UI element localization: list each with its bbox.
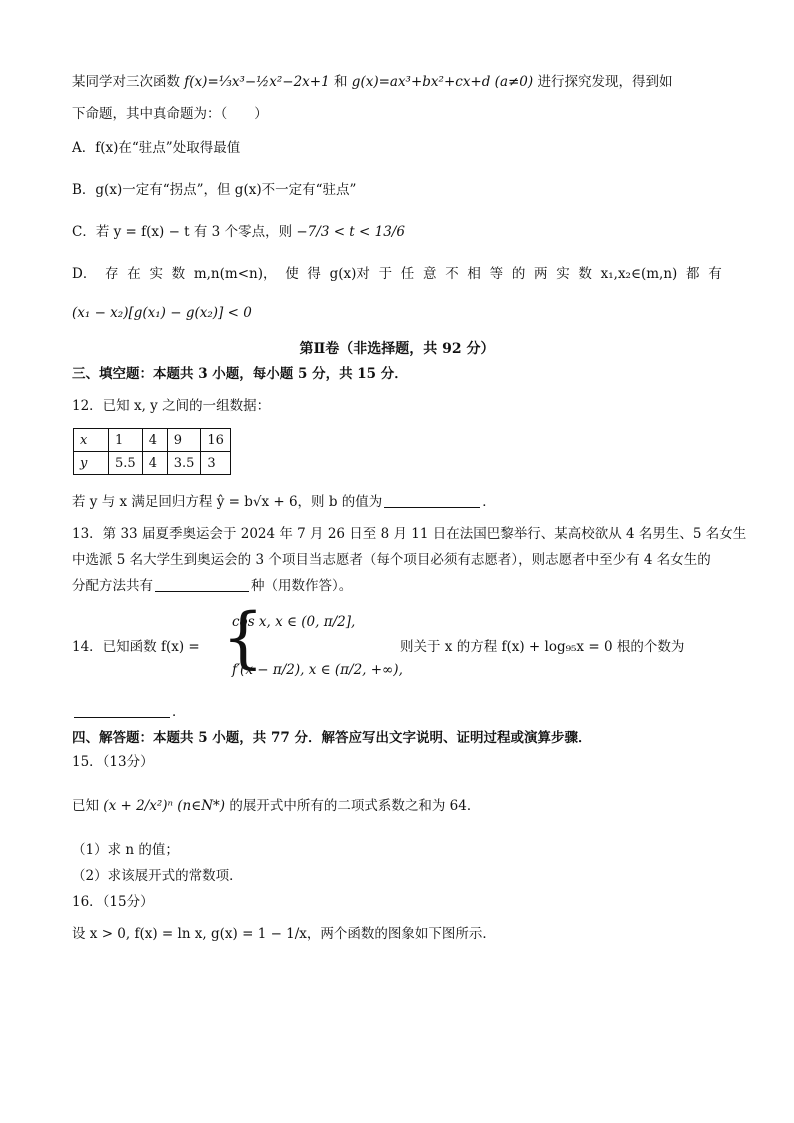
table-cell: 3 [201, 452, 231, 475]
q11-stem-line2: 下命题，其中真命题为：（ ） [72, 106, 268, 122]
q14-answer-line [72, 702, 186, 722]
q15-stem-pre: 已知 [72, 798, 99, 814]
q11-option-d-token: m,n(m<n)， [193, 266, 277, 282]
table-cell: 9 [167, 429, 201, 452]
q13-line3 [72, 576, 352, 596]
q11-option-d-token: 使 [285, 266, 299, 282]
q11-option-d-token: 存 [105, 266, 119, 282]
q11-option-d-token: 实 [149, 266, 163, 282]
section-2-title: 第Ⅱ卷（非选择题，共 92 分） [299, 341, 495, 357]
q11-option-d-token: g(x)对 [329, 266, 370, 282]
section-3-title: 三、填空题：本题共 3 小题，每小题 5 分，共 15 分． [72, 366, 408, 382]
q11-option-d-token: 任 [400, 266, 415, 282]
q14-post: 则关于 x 的方程 f(x) + log₉₅x = 0 根的个数为 [400, 639, 685, 655]
q11-stem-text-c: 进行探究发现，得到如 [537, 74, 673, 90]
q11-option-b: B．g(x)一定有“拐点”，但 g(x)不一定有“驻点” [72, 182, 357, 198]
q11-option-d-token: 实 [556, 266, 570, 282]
q11-option-d-line1 [72, 264, 722, 284]
table-cell: 5.5 [109, 452, 143, 475]
table-cell: 3.5 [167, 452, 201, 475]
q11-option-d-token: D． [72, 266, 97, 282]
q14-piece-1: cos x, x ∈ (0, π/2], [232, 614, 356, 630]
q11-option-d-token: 数 [578, 266, 592, 282]
table-cell: 16 [201, 429, 231, 452]
q11-option-a: A．f(x)在“驻点”处取得最值 [72, 140, 241, 156]
q12-answer-blank[interactable] [384, 493, 480, 508]
q15-expression: (x + 2/x²)ⁿ (n∈N*) [103, 798, 226, 814]
q13-answer-blank[interactable] [155, 577, 249, 592]
q11-option-c [72, 222, 405, 242]
table-cell: 4 [142, 429, 167, 452]
q15-part-2: （2）求该展开式的常数项． [72, 868, 243, 884]
q11-stem-text-a: 某同学对三次函数 [72, 74, 180, 90]
q15-stem [72, 796, 480, 816]
q11-option-d-token: 于 [378, 266, 393, 282]
q11-f-definition: f(x)=⅓x³−½x²−2x+1 [184, 74, 330, 90]
q16-stem: 设 x > 0, f(x) = ln x, g(x) = 1 − 1/x，两个函数的图象如下图所示． [72, 926, 496, 942]
q11-option-d-token: x₁,x₂∈(m,n) [600, 266, 678, 282]
q15-stem-post: 的展开式中所有的二项式系数之和为 64． [229, 798, 481, 814]
q11-option-d-line2 [72, 303, 252, 323]
section-4-title: 四、解答题：本题共 5 小题，共 77 分．解答应写出文字说明、证明过程或演算步骤． [72, 730, 592, 746]
q11-option-d-token: 在 [127, 266, 141, 282]
q11-option-d-token: 得 [307, 266, 321, 282]
table-cell: 4 [142, 452, 167, 475]
q11-stem-text-b: 和 [334, 74, 348, 90]
q11-option-d-token: 有 [708, 266, 722, 282]
q14-pre: 14．已知函数 f(x) = [72, 639, 200, 655]
q13-line3-end: 种（用数作答）。 [251, 578, 353, 594]
q12-question-end: ． [482, 494, 496, 510]
q12-data-table [73, 428, 231, 475]
q11-option-d-token: 相 [467, 266, 481, 282]
table-header-y: y [74, 452, 109, 475]
q11-option-d-token: 不 [445, 266, 459, 282]
q16-header: 16．（15分） [72, 894, 154, 910]
q11-option-d-token: 的 [511, 266, 526, 282]
q12-question-text: 若 y 与 x 满足回归方程 ŷ = b√x + 6，则 b 的值为 [72, 494, 383, 510]
q12-question [72, 492, 496, 512]
q14-piece-2: f′(x − π/2), x ∈ (π/2, +∞), [232, 662, 403, 678]
table-row-y [74, 452, 231, 475]
q14-end: ． [172, 704, 186, 720]
q11-option-d-token: 两 [534, 266, 548, 282]
q11-stem-line1 [72, 72, 672, 92]
q11-option-d-inequality: (x₁ − x₂)[g(x₁) − g(x₂)] < 0 [72, 305, 252, 321]
q15-part-1: （1）求 n 的值； [72, 842, 179, 858]
q11-option-d-token: 等 [489, 266, 504, 282]
q11-option-d-token: 意 [423, 266, 437, 282]
table-cell: 1 [109, 429, 143, 452]
q13-line1: 13．第 33 届夏季奥运会于 2024 年 7 月 26 日至 8 月 11 日在法国巴黎举行、某高校欲从 4 名男生、5 名女生 [72, 526, 747, 542]
q14-answer-blank[interactable] [74, 703, 170, 718]
q11-option-d-token: 都 [685, 266, 700, 282]
piecewise-brace: { [222, 599, 264, 676]
q11-option-d-token: 数 [171, 266, 186, 282]
q13-line2: 中选派 5 名大学生到奥运会的 3 个项目当志愿者（每个项目必须有志愿者），则志愿者中至少有 4 名女生的 [72, 552, 711, 568]
q12-stem: 12．已知 x, y 之间的一组数据： [72, 398, 271, 414]
table-header-x: x [74, 429, 109, 452]
q15-header: 15．（13分） [72, 754, 154, 770]
q11-option-c-inequality: −7/3 < t < 13/6 [296, 224, 405, 240]
q13-line3-text: 分配方法共有 [72, 578, 153, 594]
q11-g-definition: g(x)=ax³+bx²+cx+d (a≠0) [351, 74, 534, 90]
table-row-x [74, 429, 231, 452]
q11-option-c-text: C．若 y = f(x) − t 有 3 个零点，则 [72, 224, 293, 240]
